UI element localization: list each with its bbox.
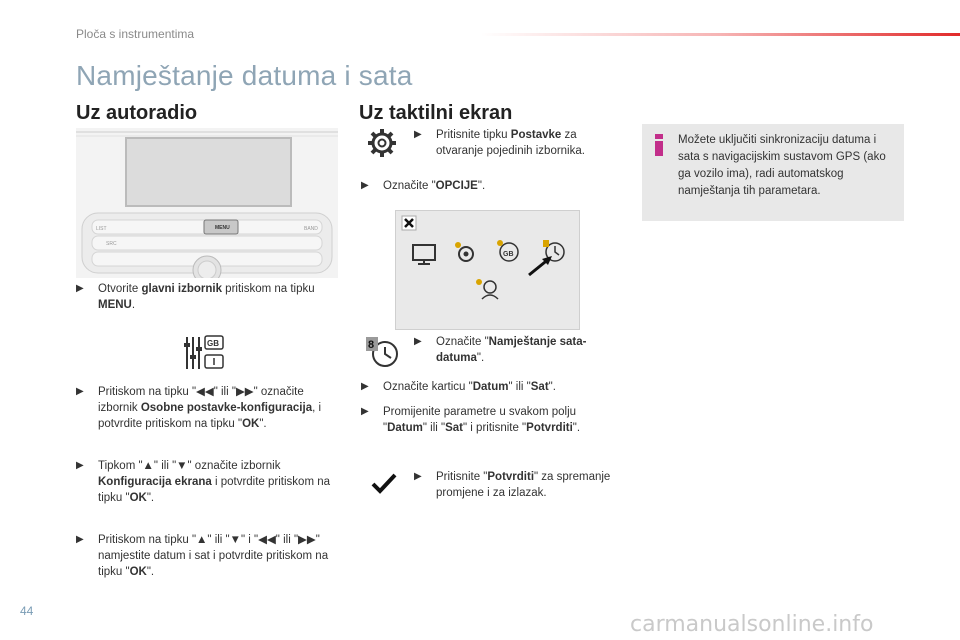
bullet-icon: ▶: [76, 386, 84, 397]
radio-key-band: BAND: [304, 226, 318, 232]
bullet-icon: ▶: [361, 381, 369, 392]
section-title-autoradio: Uz autoradio: [76, 102, 198, 124]
bullet-icon: ▶: [361, 180, 369, 191]
radio-key-list: LIST: [96, 226, 107, 232]
section-title-touchscreen: Uz taktilni ekran: [359, 102, 513, 124]
screen-gb-label: GB: [503, 251, 514, 258]
step-change-parameters: ▶ Promijenite parametre u svakom polju "Datum" ili "Sat" i pritisnite "Potvrditi".: [361, 406, 581, 434]
clock-badge-number: 8: [368, 339, 375, 351]
bullet-icon: ▶: [76, 283, 84, 294]
info-note-text: Možete uključiti sinkronizaciju datuma i sata s navigacijskim sustavom GPS (ako ga vozilo ima), radi automatskog namještanja tih parametara.: [678, 134, 886, 197]
step-set-date-time: ▶ Pritiskom na tipku "▲" ili "▼" i "◀◀" ili "▶▶" namjestite datum i sat i potvrdite pritiskom na tipku "OK".: [76, 534, 329, 578]
step-press-confirm: ▶ Pritisnite "Potvrditi" za spremanje promjene i za izlazak.: [414, 471, 611, 499]
settings-gear-icon: [366, 127, 398, 159]
page-title: Namještanje datuma i sata: [76, 60, 413, 91]
bullet-icon: ▶: [414, 471, 422, 482]
bullet-icon: ▶: [414, 336, 422, 347]
step-select-options: ▶ Označite "OPCIJE".: [361, 180, 486, 192]
bullet-icon: ▶: [76, 534, 84, 545]
clock-date-icon: [366, 337, 400, 369]
touchscreen-options-illustration: [395, 210, 580, 330]
bullet-icon: ▶: [414, 129, 422, 140]
header-accent-bar: [480, 33, 960, 36]
personal-settings-icon: [183, 333, 225, 373]
watermark: carmanualsonline.info: [630, 612, 874, 637]
step-select-display-config: ▶ Tipkom "▲" ili "▼" označite izbornik Konfiguracija ekrana i potvrdite pritiskom na tipku "OK".: [76, 460, 331, 504]
gb-label: GB: [207, 339, 219, 348]
radio-key-src: SRC: [106, 241, 117, 247]
step-open-main-menu: ▶ Otvorite glavni izbornik pritiskom na tipku MENU.: [76, 283, 315, 311]
info-note-box: [642, 124, 904, 221]
step-select-time-date: ▶ Označite "Namještanje sata-datuma".: [414, 336, 587, 364]
bullet-icon: ▶: [76, 460, 84, 471]
bullet-icon: ▶: [361, 406, 369, 417]
radio-key-menu: MENU: [215, 225, 230, 231]
page-number: 44: [20, 604, 34, 618]
step-select-personal-settings: ▶ Pritiskom na tipku "◀◀" ili "▶▶" označite izbornik Osobne postavke-konfiguracija, i potvrdite pritiskom na tipku "OK".: [76, 386, 322, 430]
info-icon: [654, 134, 664, 156]
step-press-settings: ▶ Pritisnite tipku Postavke za otvaranje pojedinih izbornika.: [414, 129, 585, 157]
radio-panel-illustration: [76, 128, 338, 278]
header-title: Ploča s instrumentima: [76, 27, 195, 41]
step-select-tab: ▶ Označite karticu "Datum" ili "Sat".: [361, 381, 556, 393]
confirm-check-icon: [371, 472, 397, 494]
